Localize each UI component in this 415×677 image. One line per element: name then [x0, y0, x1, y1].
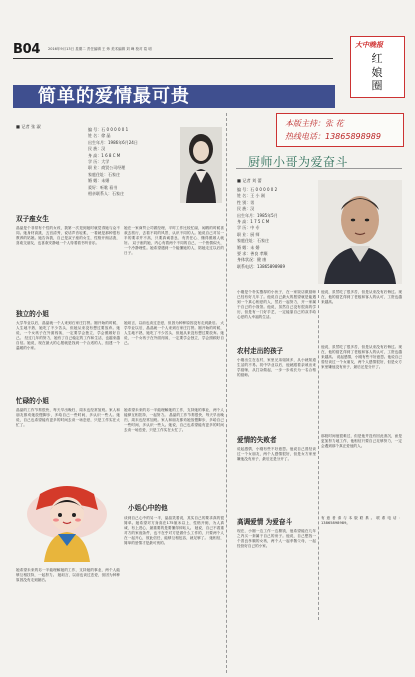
profile-line: 身体状况：健 康: [237, 257, 267, 263]
section-title-left-2: 独立的小姐: [16, 310, 49, 318]
profile-line: 姓 名：王 小 刚: [237, 193, 265, 199]
dateline: 2016年9月13日 星期二 责任编辑 王 炜 美术编辑 刘 峰 校对 葛 明: [48, 47, 152, 51]
groom-intro-2: 他说，虽然吃了很多苦，但是从来没有后悔过。现在，他的厨艺得到了老板和客人的认可，工资也越来越高。: [321, 290, 402, 305]
cartoon-girl-illustration: [18, 480, 116, 562]
profile-line: 姓 名：徐 晶: [88, 133, 111, 139]
hotline-box: [276, 113, 404, 147]
section-body: 现在，小刚一边工作一边攒钱，他希望能在几年之内买一套属于自己的房子。他说，自己想找一个善良孝顺的女孩，两个人一起孝敬父母，一起经营好自己的小家。: [237, 529, 316, 549]
section-body: 他说，虽然吃了很多苦，但是从来没有后悔过。现在，他的厨艺得到了老板和客人的认可，工资也越来越高。 说起感情，小刚有些不好意思。他说自己曾经谈过一个女朋友，两个人感情很好，但是女方家里嫌他没有房子，最后还是分开了。: [321, 345, 402, 370]
profile-line: 身 高：1 7 5 C M: [237, 219, 270, 225]
profile-line: 出生年月：1986年6月24日: [88, 139, 138, 145]
man-portrait-image: [318, 180, 402, 284]
brand-logo: 大中晚报: [355, 41, 383, 49]
man-photo: [318, 180, 402, 284]
profile-line: 编 号：石 0 0 0 0 0 2: [237, 187, 278, 192]
section-body: 晶晶是个非常有个性的女孩，我第一次见到她时就觉得她与众不同。她身材高挑，五官清秀，说话声音轻柔，一看就是那种很有教养的姑娘。她告诉我，自己是双子座的女生，性格开朗活泼，喜欢交朋友，也喜欢安静地一个人待着看书听音乐。: [16, 226, 120, 246]
section-body: 她坦言，以前也谈过恋爱，但因为种种原因没有走到最后。 大学毕业以后，晶晶就一个人来到石家庄打拼。刚开始的时候，人生地不熟，她吃了不少苦头，但她从来没有想过要放弃。她说，一个女孩子在外面闯荡，一定要学会独立，学会照顾好自己。: [124, 321, 224, 346]
section-body: 她希望未来的另一半能理解她的工作，支持她的事业，两个人能够互相扶持，一起努力。 晶晶的工作节奏很快，每天早出晚归，周末也经常加班。家人和朋友都劝她放慢脚步，多给自己一些时间，多认识一些人。她说，自己也希望能有更多的时间去谈一场恋爱，只是工作实在太忙了。: [124, 408, 224, 433]
section-body: 那段时间他很难过，但是他并没有因此消沉，而是更加努力地工作，他相信只要自己足够努力，一定会遇到那个真正爱他的人。: [321, 434, 402, 449]
reporter-right: ■ 记者 刘 蕾: [237, 178, 262, 183]
section-body: 她在一家商贸公司做经理，平时工作比较忙碌，闲暇的时候喜欢去旅行，去看不同的风景，认识不同的人。她说自己对另一半的要求并不高，只要真诚善良、有责任心、懂得照顾人就好。 双子座的她，内心有着两个不同的自己，一个热情似火，一个冷静理性。她希望遇到一个能懂她的人，陪她走过以后的日子。: [124, 226, 224, 256]
profile-line: 性 别：男: [237, 199, 255, 205]
profile-line: 学 历：中 专: [237, 225, 260, 231]
section-body: 有意者请与本版联系。联系电话：13865898989。: [321, 516, 402, 526]
hotline-phone: 热线电话：13865898989: [285, 132, 381, 141]
profile-line: 爱好：听歌 看书: [88, 184, 118, 190]
profile-line: 编 号：石 0 0 0 0 0 1: [88, 127, 129, 132]
profile-line: 职 业：厨 师: [237, 231, 260, 237]
headline: 简单的爱情最可贵: [38, 86, 190, 107]
profile-list-right: [237, 187, 285, 270]
column-divider: [226, 113, 227, 673]
section-body: 她希望未来的另一半能理解她的工作，支持她的事业，两个人能够互相扶持，一起努力。 她坦言，以前也谈过恋爱，但因为种种原因没有走到最后。: [16, 568, 120, 583]
woman-portrait-image: [180, 127, 222, 203]
profile-line: 婚 姻：未婚: [88, 178, 110, 184]
profile-line: 联系电话：13865898989: [237, 263, 285, 269]
section-body: 说起感情，小刚有些不好意思。他说自己曾经谈过一个女朋友，两个人感情很好，但是女方家里嫌他没有房子，最后还是分开了。: [237, 447, 316, 462]
section-body: 晶晶的工作节奏很快，每天早出晚归，周末也经常加班。家人和朋友都劝她放慢脚步，多给自己一些时间，多认识一些人。她说，自己也希望能有更多的时间去谈一场恋爱，只是工作实在太忙了。: [16, 408, 120, 428]
host-name: 本版主持：张 花: [285, 119, 344, 128]
column-brand-box: [350, 36, 405, 98]
section-body: 小刚出生在农村，家里兄弟姐妹多，从小就知道生活的不易。初中毕业以后，他就跟着亲戚出来学厨师，从打杂做起，一步一步成长为一名合格的厨师。: [237, 358, 316, 378]
section-title-left-3: 忙碌的小姐: [16, 397, 49, 405]
profile-line: 家庭住址：石家庄: [88, 171, 120, 177]
page-number: B04: [13, 42, 41, 57]
profile-line: 职 业：商贸公司经理: [88, 165, 126, 171]
profile-line: 家庭住址：石家庄: [237, 238, 269, 244]
section-body: 大学毕业以后，晶晶就一个人来到石家庄打拼。刚开始的时候，人生地不熟，她吃了不少苦头，但她从来没有想过要放弃。她说，一个女孩子在外面闯荡，一定要学会独立，学会照顾好自己。 经过几年的努力，她有了自己稳定的工作和生活，也越来越自信。她说，现在最大的心愿就是找到一个合适的人，组建一个温暖的小家。: [16, 321, 120, 351]
header-rule: [13, 58, 333, 59]
section-title-right-3: 高调爱情 为爱奋斗: [237, 518, 293, 526]
woman-photo: [180, 127, 222, 203]
reporter-left: ■ 记者 张 淑: [16, 124, 41, 129]
profile-list-left: [88, 127, 138, 197]
groom-title: 厨师小哥为爱奋斗: [248, 155, 349, 169]
groom-intro: 小刚是个朴实憨厚的小伙子，在一家饭店做厨师已经有好几年了。他说自己最大的愿望就是能遇到一个真心相爱的人，然后一起努力，开一家属于自己的小饭馆。他说，虽然自己没有很高的学历，但是有一门好手艺，一定能靠自己的双手给心爱的人幸福的生活。: [237, 290, 316, 320]
profile-line: 出生年月：1985年5月: [237, 212, 278, 218]
profile-line: 身 高：1 6 8 C M: [88, 152, 121, 158]
section-body: 谈到自己心中的另一半，晶晶笑着说，其实自己的要求真的很简单。她希望对方身高在175厘米以上，性格开朗，为人真诚，有上进心，最重要的是要懂得体贴人。 她说，自己不看重对方的家庭条件，也不在乎对方是做什么工作的，只要两个人在一起开心，彼此信任，能够互相包容，就足够了。 她相信，简单的爱情才是最可贵的。: [124, 516, 224, 546]
profile-line: 民 族：汉: [237, 206, 255, 212]
section-title-left-1: 双子座女生: [16, 215, 49, 223]
column-divider: [318, 290, 319, 620]
profile-line: 要 求：善良 孝顺: [237, 251, 268, 257]
profile-line: 婚 姻：未 婚: [237, 244, 260, 250]
profile-line: 学 历：大学: [88, 159, 110, 165]
section-title-right-1: 农村走出的孩子: [237, 347, 284, 355]
profile-line: 相亲联系人：石家庄: [88, 191, 124, 197]
profile-line: 民 族：汉: [88, 146, 106, 152]
section-title-right-2: 爱情的失败者: [237, 436, 277, 444]
section-title-left-4: 小姐心中的他: [128, 504, 168, 512]
column-title: 红 娘 圈: [371, 52, 383, 92]
